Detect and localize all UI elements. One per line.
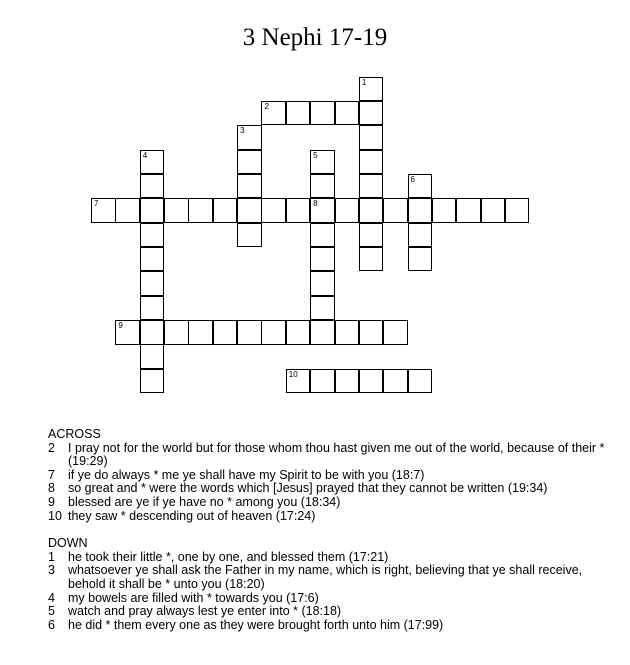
grid-cell[interactable] [310,150,335,175]
down-heading: DOWN [48,536,88,551]
grid-cell[interactable] [310,320,335,345]
grid-cell[interactable] [359,77,384,102]
grid-cell[interactable] [310,223,335,248]
grid-cell[interactable] [383,320,408,345]
across-heading: ACROSS [48,427,101,441]
grid-cell[interactable] [408,174,433,199]
down-clue: 4 my bowels are filled with * towards you (17:6) [48,590,319,605]
grid-cell[interactable] [237,320,262,345]
grid-cell[interactable] [140,174,165,199]
grid-cell[interactable] [359,101,384,126]
grid-cell[interactable] [408,369,433,394]
clue-list [48,428,623,632]
grid-cell[interactable] [359,320,384,345]
grid-cell[interactable] [213,198,238,223]
grid-cell[interactable] [237,150,262,175]
grid-cell[interactable] [237,174,262,199]
grid-cell[interactable] [505,198,530,223]
down-clue: 5 watch and pray always lest ye enter into * (18:18) [48,604,342,619]
clue-number: 10 [288,369,298,379]
clue-number: 1 [361,77,367,87]
grid-cell[interactable] [261,198,286,223]
grid-cell[interactable] [140,150,165,175]
grid-cell[interactable] [237,198,262,223]
clue-number: 4 [142,150,148,160]
grid-cell[interactable] [359,223,384,248]
grid-cell[interactable] [286,198,311,223]
clue-number: 3 [240,126,245,136]
grid-cell[interactable] [359,125,384,150]
grid-cell[interactable] [359,198,384,223]
clue-number: 6 [410,174,415,184]
grid-cell[interactable] [164,320,189,345]
clue-number: 8 [313,199,318,209]
grid-cell[interactable] [310,198,335,223]
grid-cell[interactable] [213,320,238,345]
grid-cell[interactable] [359,174,384,199]
grid-cell[interactable] [115,320,140,345]
grid-cell[interactable] [335,101,360,126]
grid-cell[interactable] [359,369,384,394]
grid-cell[interactable] [408,198,433,223]
grid-cell[interactable] [286,320,311,345]
grid-cell[interactable] [188,198,213,223]
clue-number: 9 [118,321,123,330]
grid-cell[interactable] [286,101,311,126]
across-clue: 7 if ye do always * me ye shall have my Spirit to be with you (18:7) [48,467,425,482]
grid-cell[interactable] [140,271,165,296]
grid-cell[interactable] [359,150,384,175]
down-clue: 3 whatsoever ye shall ask the Father in my name, which is right, believing that ye shall receive, behold it shall be * unto you (18:20) [48,563,583,591]
across-clue: 8 so great and * were the words which [Jesus] prayed that they cannot be written (19:34) [48,481,548,496]
grid-cell[interactable] [286,369,311,394]
grid-cell[interactable] [140,369,165,394]
grid-cell[interactable] [310,247,335,272]
clue-number: 5 [313,150,318,160]
grid-cell[interactable] [140,344,165,369]
clue-number: 2 [264,101,269,111]
grid-cell[interactable] [432,198,457,223]
grid-cell[interactable] [310,101,335,126]
grid-cell[interactable] [140,247,165,272]
grid-cell[interactable] [408,223,433,248]
grid-cell[interactable] [140,223,165,248]
grid-cell[interactable] [383,369,408,394]
grid-cell[interactable] [310,296,335,321]
grid-cell[interactable] [188,320,213,345]
clue-number: 7 [94,199,99,209]
down-clue: 6 he did * them every one as they were brought forth unto him (17:99) [48,617,444,632]
grid-cell[interactable] [261,101,286,126]
across-clue: 9 blessed are ye if ye have no * among you (18:34) [48,494,341,509]
grid-cell[interactable] [456,198,481,223]
grid-cell[interactable] [481,198,506,223]
grid-cell[interactable] [335,369,360,394]
down-clue: 1 he took their little *, one by one, and blessed them (17:21) [48,549,389,564]
grid-cell[interactable] [310,271,335,296]
grid-cell[interactable] [164,198,189,223]
puzzle-title: 3 Nephi 17-19 [242,24,388,51]
across-clue: 2 I pray not for the world but for those whom thou hast given me out of the world, because of their * (19:29) [48,440,605,469]
grid-cell[interactable] [140,296,165,321]
grid-cell[interactable] [310,369,335,394]
grid-cell[interactable] [335,198,360,223]
grid-cell[interactable] [91,198,116,223]
grid-cell[interactable] [408,247,433,272]
grid-cell[interactable] [335,320,360,345]
grid-cell[interactable] [310,174,335,199]
grid-cell[interactable] [237,223,262,248]
grid-cell[interactable] [359,247,384,272]
grid-cell[interactable] [261,320,286,345]
across-clue: 10 they saw * descending out of heaven (17:24) [48,508,316,523]
grid-cell[interactable] [140,198,165,223]
grid-cell[interactable] [237,125,262,150]
grid-cell[interactable] [383,198,408,223]
grid-cell[interactable] [115,198,140,223]
grid-cell[interactable] [140,320,165,345]
